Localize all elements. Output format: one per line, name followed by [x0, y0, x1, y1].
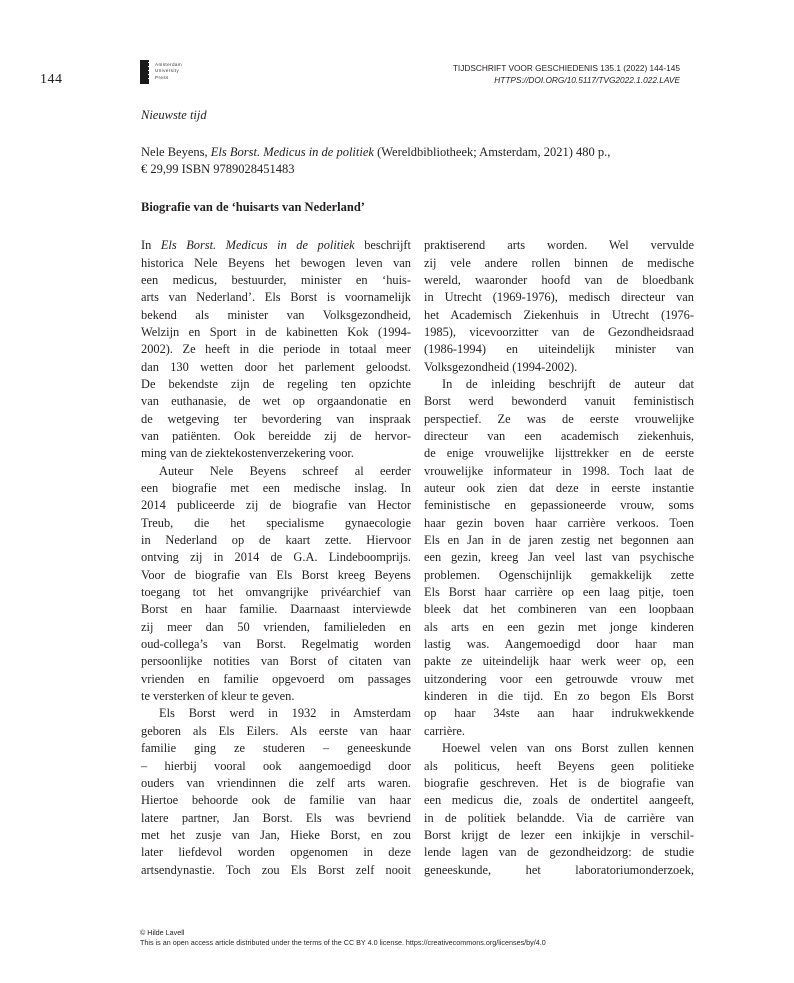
text-line: Els Borst werd in 1932 in Amsterdam [159, 706, 411, 721]
text-line: met het zusje van Jan, Hieke Borst, en zou [141, 827, 411, 842]
section-label: Nieuwste tijd [141, 108, 207, 122]
page-number: 144 [40, 72, 63, 87]
license-notice: This is an open access article distributed under the terms of the CC BY 4.0 license. https://creativecommons.org/licenses/by/4.0 [140, 938, 546, 947]
text-line: perspectief. Ze was de eerste vrouwelijke [424, 411, 694, 426]
text-line: in Utrecht (1969-1976), medisch directeur van [424, 290, 694, 305]
left-column [141, 237, 411, 879]
book-author: Nele Beyens, [141, 145, 211, 159]
book-price-isbn: € 29,99 ISBN 9789028451483 [141, 161, 295, 176]
text-line: vrienden en familie opgevoerd om passages [141, 671, 411, 686]
text-line: Auteur Nele Beyens schreef al eerder [159, 463, 411, 478]
text-line: Hoewel velen van ons Borst zullen kennen [442, 741, 694, 756]
publisher-name-line: Press [155, 74, 169, 80]
text-line: Voor de biografie van Els Borst kreeg Beyens [141, 567, 411, 582]
journal-header [453, 63, 680, 86]
text-line: Welzijn en Sport in de kabinetten Kok (1994- [141, 324, 411, 339]
text-line: Treub, die het specialisme gynaecologie [141, 515, 411, 530]
text-line: carrière. [424, 723, 465, 738]
text-line: vrouwelijke informateur in 1998. Toch laat de [424, 463, 694, 478]
book-title: Els Borst. Medicus in de politiek [210, 145, 374, 159]
text-line: Hiertoe behoorde ook de familie van haar [141, 793, 411, 808]
text-line: persoonlijke notities van Borst of citaten van [141, 654, 411, 669]
text-line: ming van de ziektekostenverzekering voor. [141, 446, 354, 461]
text-line: in de politiek belandde. Via de carrière van [424, 810, 694, 825]
text-line: latere partner, Jan Borst. Els was bevriend [141, 810, 411, 825]
text-line: praktiserend arts worden. Wel vervulde [424, 238, 694, 253]
text-line: familie ging ze studeren – geneeskunde [141, 741, 411, 756]
amsterdam-university-press-logo-icon [140, 60, 149, 84]
text-line: een biografie met een medische inslag. In [141, 481, 411, 495]
text-line: uitzondering voor een getrouwde vrouw met [424, 671, 694, 686]
text-line: bleek dat het combineren van een loopbaan [424, 602, 694, 617]
publisher-logo [140, 60, 182, 84]
text-line: een gezin, kreeg Jan veel last van psychische [424, 550, 694, 565]
text-line: geneeskunde, het laboratoriumonderzoek, [424, 862, 694, 877]
text-line: ontving zij in 2014 de G.A. Lindeboomprijs. [141, 550, 411, 565]
text-line: Volksgezondheid (1994-2002). [424, 359, 578, 374]
text-line: later liefdevol worden opgenomen in deze [141, 845, 411, 860]
text-line: (1986-1994) en uiteindelijk minister van [424, 342, 694, 357]
review-heading: Biografie van de ‘huisarts van Nederland’ [141, 200, 365, 215]
text-line: biografie geschreven. Het is de biografie van [424, 775, 694, 790]
text-line: als politicus, heeft Beyens geen politieke [424, 758, 694, 773]
text-line: in Nederland op de kaart zette. Hiervoor [141, 533, 411, 548]
text-line: De bekendste zijn de regeling ten opzichte [141, 376, 411, 391]
publisher-name-line: University [155, 68, 180, 74]
text-line: historica Nele Beyens het bewogen leven van [141, 255, 411, 270]
text-line: de wetgeving ter bevordering van inspraak [141, 411, 411, 426]
text-line: toegang tot het omvangrijke privéarchief van [141, 585, 411, 600]
text-line: pakte ze uiteindelijk haar werk weer op, een [424, 654, 694, 669]
text-line: directeur van een academisch ziekenhuis, [424, 428, 694, 443]
text-line: een medicus, bestuurder, minister en ‘huis- [141, 272, 411, 287]
text-line: – hierbij vooral ook aangemoedigd door [141, 758, 411, 773]
text-line: Borst krijgt de lezer een inkijkje in verschil- [424, 827, 694, 842]
text-line: auteur ook zien dat deze in eerste instantie [424, 481, 694, 495]
text-line: 1985), vicevoorzitter van de Gezondheidsraad [424, 324, 694, 339]
text-line: Els en Jan in de jaren zestig net begonnen aan [424, 533, 694, 548]
text-line: ouders van vriendinnen die zelf arts waren. [141, 775, 411, 790]
publisher-name-line: Amsterdam [155, 62, 183, 67]
text-line: dan 130 wetten door het parlement geloodst. [141, 359, 411, 374]
text-line: geboren als Els Eilers. Als eerste van haar [141, 723, 411, 738]
text-line: arts van Nederland’. Els Borst is voornamelijk [141, 290, 411, 305]
text-line: 2002). Ze heeft in die periode in totaal meer [141, 342, 411, 357]
text-line: lastig was. Aangemoedigd door haar man [424, 637, 694, 652]
text-line: 2014 publiceerde zij de biografie van Hector [141, 498, 411, 513]
text-line: wereld, waaronder hoofd van de bloedbank [424, 272, 694, 287]
text-line: oud-collega’s van Borst. Regelmatig worden [141, 637, 411, 652]
book-title-inline: Els Borst. Medicus in de politiek [160, 238, 355, 253]
book-citation [141, 144, 694, 177]
text-line: te versterken of kleur te geven. [141, 689, 295, 704]
text-line: zij meer dan 50 vrienden, familieleden en [141, 619, 411, 634]
book-publication-details: (Wereldbibliotheek; Amsterdam, 2021) 480 p., [373, 145, 611, 159]
text-line: artsendynastie. Toch zou Els Borst zelf nooit [141, 862, 411, 877]
doi-link[interactable]: HTTPS://DOI.ORG/10.5117/TVG2022.1.022.LAVE [494, 74, 680, 85]
text-line: feministische en gepassioneerde vrouw, soms [424, 498, 694, 513]
text-line: kinderen in die tijd. En zo begon Els Borst [424, 689, 694, 704]
text-line: lende lagen van de gezondheidzorg: de studie [424, 845, 694, 860]
text-line: Borst en haar familie. Daarnaast interviewde [141, 602, 411, 617]
text-line: In de inleiding beschrijft de auteur dat [442, 376, 694, 391]
paragraph [424, 237, 694, 376]
text-line: een medicus die, zoals de ondertitel aangeeft, [424, 793, 694, 808]
journal-citation: TIJDSCHRIFT VOOR GESCHIEDENIS 135.1 (2022) 144-145 [452, 63, 680, 73]
right-column [424, 237, 694, 879]
text-line: op haar 34ste aan haar indrukwekkende [424, 706, 694, 721]
text-line: Borst werd bewonderd vanuit feministisch [424, 394, 694, 409]
text-line: Els Borst haar carrière op een laag pitje, toen [424, 585, 694, 600]
text-line: van patiënten. Ook bereidde zij de hervor- [141, 428, 411, 443]
text-line: haar gezin boven haar carrière verkoos. Toen [424, 515, 694, 530]
text-line: het Academisch Ziekenhuis in Utrecht (1976- [424, 307, 694, 322]
license-footer [140, 928, 546, 948]
paragraph [424, 376, 694, 740]
copyright-notice: © Hilde Lavell [140, 928, 185, 937]
text-line: als arts en een gezin met jonge kinderen [424, 619, 694, 634]
paragraph [141, 463, 411, 706]
publisher-name [155, 60, 182, 81]
paragraph [141, 705, 411, 878]
paragraph [141, 237, 411, 462]
text-line: bekend als minister van Volksgezondheid, [141, 307, 411, 322]
text-line: In Els Borst. Medicus in de politiek beschrijft [141, 238, 411, 253]
text-line: zij vele andere rollen binnen de medische [424, 255, 694, 270]
text-line: de enige vrouwelijke lijsttrekker en de eerste [424, 446, 694, 461]
text-line: van euthanasie, de wet op orgaandonatie en [141, 394, 411, 409]
body-columns [141, 237, 694, 879]
paragraph [424, 740, 694, 879]
text-line: problemen. Ogenschijnlijk gemakkelijk zette [424, 567, 694, 582]
article-content [141, 107, 694, 879]
